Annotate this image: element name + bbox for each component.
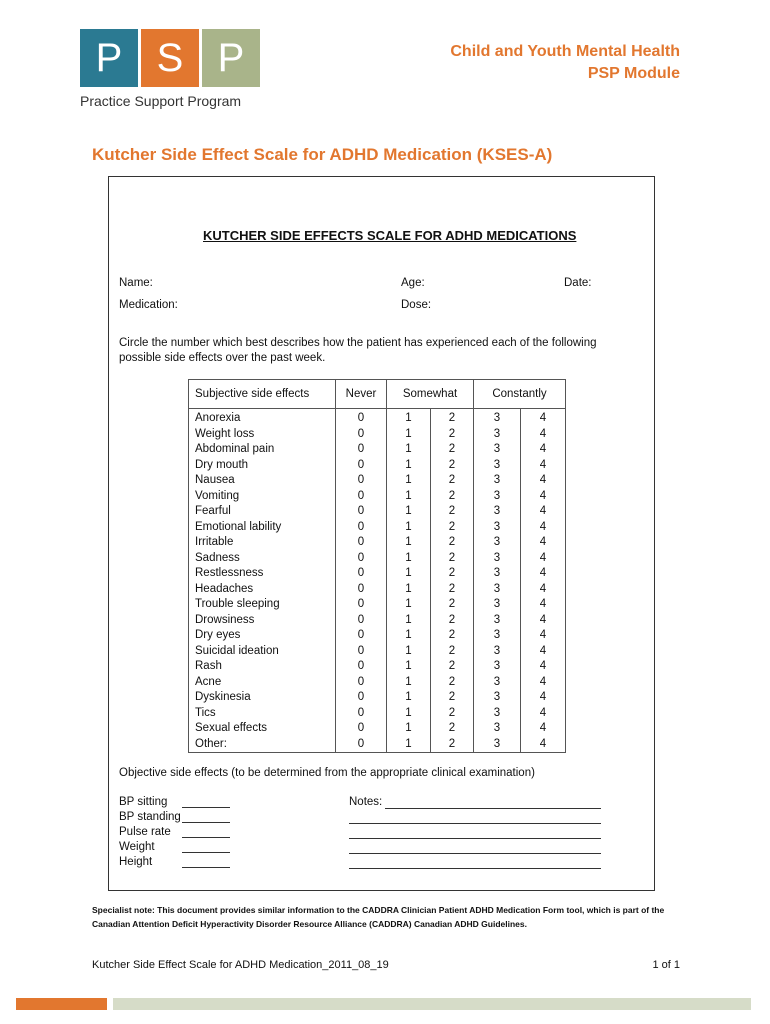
col-header-item: Subjective side effects xyxy=(189,380,336,409)
rating-option-1[interactable]: 1 xyxy=(387,520,431,536)
table-row xyxy=(189,690,566,706)
table-row xyxy=(189,675,566,691)
table-row xyxy=(189,628,566,644)
rating-option-2[interactable]: 2 xyxy=(431,427,474,443)
notes-line-2[interactable] xyxy=(349,823,601,824)
side-effect-label: Irritable xyxy=(189,535,336,551)
rating-option-4[interactable]: 4 xyxy=(521,675,566,691)
notes-line-1[interactable] xyxy=(385,808,601,809)
rating-option-4[interactable]: 4 xyxy=(521,520,566,536)
table-row xyxy=(189,737,566,753)
table-row xyxy=(189,504,566,520)
footer-filename: Kutcher Side Effect Scale for ADHD Medication_2011_08_19 xyxy=(92,959,389,971)
notes-line-3[interactable] xyxy=(349,838,601,839)
rating-option-0[interactable]: 0 xyxy=(336,473,387,489)
rating-option-2[interactable]: 2 xyxy=(431,628,474,644)
psp-logo xyxy=(80,29,262,109)
rating-option-0[interactable]: 0 xyxy=(336,566,387,582)
rating-option-3[interactable]: 3 xyxy=(474,737,521,753)
side-effect-label: Sadness xyxy=(189,551,336,567)
rating-option-4[interactable]: 4 xyxy=(521,706,566,722)
side-effect-label: Dry eyes xyxy=(189,628,336,644)
rating-option-2[interactable]: 2 xyxy=(431,597,474,613)
rating-option-1[interactable]: 1 xyxy=(387,613,431,629)
side-effect-label: Nausea xyxy=(189,473,336,489)
rating-option-0[interactable]: 0 xyxy=(336,659,387,675)
rating-option-0[interactable]: 0 xyxy=(336,706,387,722)
rating-option-2[interactable]: 2 xyxy=(431,458,474,474)
vital-label: Weight xyxy=(119,841,155,853)
rating-option-0[interactable]: 0 xyxy=(336,551,387,567)
rating-option-0[interactable]: 0 xyxy=(336,721,387,737)
table-row xyxy=(189,551,566,567)
vital-blank[interactable] xyxy=(182,867,230,868)
rating-option-1[interactable]: 1 xyxy=(387,473,431,489)
rating-option-2[interactable]: 2 xyxy=(431,737,474,753)
rating-option-0[interactable]: 0 xyxy=(336,690,387,706)
side-effect-label: Dry mouth xyxy=(189,458,336,474)
rating-option-2[interactable]: 2 xyxy=(431,473,474,489)
side-effect-label: Headaches xyxy=(189,582,336,598)
rating-option-1[interactable]: 1 xyxy=(387,442,431,458)
side-effects-table xyxy=(188,379,566,753)
rating-option-2[interactable]: 2 xyxy=(431,644,474,660)
rating-option-0[interactable]: 0 xyxy=(336,458,387,474)
name-label: Name: xyxy=(119,277,153,289)
side-effect-label: Fearful xyxy=(189,504,336,520)
rating-option-2[interactable]: 2 xyxy=(431,442,474,458)
rating-option-4[interactable]: 4 xyxy=(521,597,566,613)
side-effect-label: Drowsiness xyxy=(189,613,336,629)
document-title: Kutcher Side Effect Scale for ADHD Medication (KSES-A) xyxy=(92,145,553,164)
vital-pulse-rate xyxy=(119,826,171,838)
table-row xyxy=(189,489,566,505)
rating-option-4[interactable]: 4 xyxy=(521,721,566,737)
rating-option-3[interactable]: 3 xyxy=(474,706,521,722)
rating-option-0[interactable]: 0 xyxy=(336,582,387,598)
rating-option-0[interactable]: 0 xyxy=(336,675,387,691)
logo-subtitle: Practice Support Program xyxy=(80,93,242,109)
rating-option-1[interactable]: 1 xyxy=(387,489,431,505)
rating-option-3[interactable]: 3 xyxy=(474,690,521,706)
rating-option-4[interactable]: 4 xyxy=(521,737,566,753)
rating-option-0[interactable]: 0 xyxy=(336,613,387,629)
rating-option-1[interactable]: 1 xyxy=(387,628,431,644)
rating-option-3[interactable]: 3 xyxy=(474,628,521,644)
footer-bar-green xyxy=(113,998,751,1010)
dose-label: Dose: xyxy=(401,299,432,311)
rating-option-4[interactable]: 4 xyxy=(521,409,566,427)
table-row xyxy=(189,706,566,722)
rating-option-3[interactable]: 3 xyxy=(474,613,521,629)
table-row xyxy=(189,520,566,536)
rating-option-0[interactable]: 0 xyxy=(336,489,387,505)
rating-option-2[interactable]: 2 xyxy=(431,535,474,551)
rating-option-1[interactable]: 1 xyxy=(387,644,431,660)
rating-option-4[interactable]: 4 xyxy=(521,613,566,629)
rating-option-4[interactable]: 4 xyxy=(521,504,566,520)
rating-option-3[interactable]: 3 xyxy=(474,442,521,458)
rating-option-2[interactable]: 2 xyxy=(431,675,474,691)
logo-letter-p: P xyxy=(80,29,138,87)
rating-option-2[interactable]: 2 xyxy=(431,613,474,629)
rating-option-3[interactable]: 3 xyxy=(474,409,521,427)
rating-option-3[interactable]: 3 xyxy=(474,473,521,489)
vital-weight xyxy=(119,841,155,853)
vital-label: BP sitting xyxy=(119,796,168,808)
rating-option-0[interactable]: 0 xyxy=(336,597,387,613)
table-row xyxy=(189,582,566,598)
logo-letter-p2: P xyxy=(202,29,260,87)
side-effect-label: Suicidal ideation xyxy=(189,644,336,660)
side-effect-label: Vomiting xyxy=(189,489,336,505)
age-label: Age: xyxy=(401,277,425,289)
table-row xyxy=(189,458,566,474)
table-row xyxy=(189,409,566,427)
vital-blank[interactable] xyxy=(182,837,230,838)
table-row xyxy=(189,473,566,489)
rating-option-0[interactable]: 0 xyxy=(336,628,387,644)
side-effect-label: Restlessness xyxy=(189,566,336,582)
side-effect-label: Abdominal pain xyxy=(189,442,336,458)
rating-option-1[interactable]: 1 xyxy=(387,427,431,443)
vital-blank[interactable] xyxy=(182,822,230,823)
rating-option-3[interactable]: 3 xyxy=(474,566,521,582)
notes-label: Notes: xyxy=(349,796,383,808)
vital-blank[interactable] xyxy=(182,852,230,853)
side-effect-label: Emotional lability xyxy=(189,520,336,536)
rating-option-4[interactable]: 4 xyxy=(521,442,566,458)
side-effect-label: Weight loss xyxy=(189,427,336,443)
table-row xyxy=(189,659,566,675)
side-effect-label: Tics xyxy=(189,706,336,722)
rating-option-1[interactable]: 1 xyxy=(387,737,431,753)
rating-option-4[interactable]: 4 xyxy=(521,473,566,489)
instructions: Circle the number which best describes how the patient has experienced each of the following possible side effects over the past week. xyxy=(119,337,597,364)
rating-option-0[interactable]: 0 xyxy=(336,504,387,520)
col-header-never: Never xyxy=(336,380,387,409)
notes-line-4[interactable] xyxy=(349,853,601,854)
specialist-note: Specialist note: This document provides similar information to the CADDRA Clinician Patient ADHD Medication Form tool, which is part of the Canadian Attention Deficit Hyperactivity Disorder Resource Alliance (CADDRA) Canadian ADHD Guidelines. xyxy=(92,905,665,929)
table-row xyxy=(189,535,566,551)
rating-option-3[interactable]: 3 xyxy=(474,504,521,520)
table-body xyxy=(189,409,566,753)
rating-option-4[interactable]: 4 xyxy=(521,628,566,644)
table-row xyxy=(189,613,566,629)
rating-option-3[interactable]: 3 xyxy=(474,427,521,443)
side-effect-label: Sexual effects xyxy=(189,721,336,737)
rating-option-1[interactable]: 1 xyxy=(387,597,431,613)
rating-option-3[interactable]: 3 xyxy=(474,458,521,474)
table-row xyxy=(189,597,566,613)
rating-option-1[interactable]: 1 xyxy=(387,582,431,598)
side-effect-label: Acne xyxy=(189,675,336,691)
rating-option-3[interactable]: 3 xyxy=(474,597,521,613)
vital-label: Pulse rate xyxy=(119,826,171,838)
rating-option-3[interactable]: 3 xyxy=(474,535,521,551)
rating-option-1[interactable]: 1 xyxy=(387,409,431,427)
rating-option-3[interactable]: 3 xyxy=(474,644,521,660)
rating-option-4[interactable]: 4 xyxy=(521,690,566,706)
rating-option-4[interactable]: 4 xyxy=(521,582,566,598)
side-effect-label: Rash xyxy=(189,659,336,675)
side-effect-label: Anorexia xyxy=(189,409,336,427)
module-line1: Child and Youth Mental Health xyxy=(450,43,680,60)
rating-option-1[interactable]: 1 xyxy=(387,566,431,582)
date-label: Date: xyxy=(564,277,592,289)
rating-option-1[interactable]: 1 xyxy=(387,706,431,722)
table-row xyxy=(189,427,566,443)
rating-option-2[interactable]: 2 xyxy=(431,706,474,722)
rating-option-3[interactable]: 3 xyxy=(474,520,521,536)
table-row xyxy=(189,566,566,582)
side-effect-label: Trouble sleeping xyxy=(189,597,336,613)
rating-option-3[interactable]: 3 xyxy=(474,675,521,691)
footer-bar-orange xyxy=(16,998,107,1010)
vital-height xyxy=(119,856,152,868)
objective-heading: Objective side effects (to be determined from the appropriate clinical examination) xyxy=(119,767,535,779)
rating-option-4[interactable]: 4 xyxy=(521,659,566,675)
rating-option-2[interactable]: 2 xyxy=(431,504,474,520)
rating-option-2[interactable]: 2 xyxy=(431,582,474,598)
rating-option-1[interactable]: 1 xyxy=(387,551,431,567)
rating-option-2[interactable]: 2 xyxy=(431,489,474,505)
rating-option-3[interactable]: 3 xyxy=(474,582,521,598)
rating-option-1[interactable]: 1 xyxy=(387,504,431,520)
rating-option-4[interactable]: 4 xyxy=(521,427,566,443)
rating-option-3[interactable]: 3 xyxy=(474,489,521,505)
rating-option-2[interactable]: 2 xyxy=(431,551,474,567)
rating-option-0[interactable]: 0 xyxy=(336,409,387,427)
side-effect-label: Dyskinesia xyxy=(189,690,336,706)
rating-option-2[interactable]: 2 xyxy=(431,721,474,737)
form-title: KUTCHER SIDE EFFECTS SCALE FOR ADHD MEDICATIONS xyxy=(203,228,577,243)
rating-option-4[interactable]: 4 xyxy=(521,535,566,551)
rating-option-0[interactable]: 0 xyxy=(336,535,387,551)
vital-label: Height xyxy=(119,856,153,868)
rating-option-2[interactable]: 2 xyxy=(431,659,474,675)
rating-option-0[interactable]: 0 xyxy=(336,737,387,753)
form-frame xyxy=(108,176,655,891)
table-row xyxy=(189,721,566,737)
rating-option-3[interactable]: 3 xyxy=(474,659,521,675)
table-header-row xyxy=(189,380,566,409)
vital-bp-sitting xyxy=(119,796,167,808)
rating-option-0[interactable]: 0 xyxy=(336,520,387,536)
logo-tiles xyxy=(80,29,262,87)
rating-option-1[interactable]: 1 xyxy=(387,535,431,551)
rating-option-1[interactable]: 1 xyxy=(387,675,431,691)
logo-letter-s: S xyxy=(141,29,199,87)
rating-option-4[interactable]: 4 xyxy=(521,551,566,567)
vital-label: BP standing xyxy=(119,811,181,823)
rating-option-1[interactable]: 1 xyxy=(387,690,431,706)
rating-option-3[interactable]: 3 xyxy=(474,551,521,567)
rating-option-1[interactable]: 1 xyxy=(387,659,431,675)
rating-option-2[interactable]: 2 xyxy=(431,409,474,427)
rating-option-1[interactable]: 1 xyxy=(387,458,431,474)
rating-option-4[interactable]: 4 xyxy=(521,566,566,582)
rating-option-0[interactable]: 0 xyxy=(336,644,387,660)
rating-option-0[interactable]: 0 xyxy=(336,427,387,443)
col-header-constantly: Constantly xyxy=(474,380,566,409)
rating-option-3[interactable]: 3 xyxy=(474,721,521,737)
vital-blank[interactable] xyxy=(182,807,230,808)
footer-page-number: 1 of 1 xyxy=(652,959,680,971)
notes-line-5[interactable] xyxy=(349,868,601,869)
side-effect-label: Other: xyxy=(189,737,336,753)
rating-option-4[interactable]: 4 xyxy=(521,458,566,474)
rating-option-0[interactable]: 0 xyxy=(336,442,387,458)
table-row xyxy=(189,644,566,660)
vital-bp-standing xyxy=(119,811,181,823)
table-row xyxy=(189,442,566,458)
col-header-somewhat: Somewhat xyxy=(387,380,474,409)
rating-option-2[interactable]: 2 xyxy=(431,690,474,706)
module-header xyxy=(450,41,680,85)
rating-option-1[interactable]: 1 xyxy=(387,721,431,737)
rating-option-4[interactable]: 4 xyxy=(521,489,566,505)
rating-option-4[interactable]: 4 xyxy=(521,644,566,660)
rating-option-2[interactable]: 2 xyxy=(431,520,474,536)
rating-option-2[interactable]: 2 xyxy=(431,566,474,582)
module-line2: PSP Module xyxy=(587,65,680,82)
medication-label: Medication: xyxy=(119,299,178,311)
